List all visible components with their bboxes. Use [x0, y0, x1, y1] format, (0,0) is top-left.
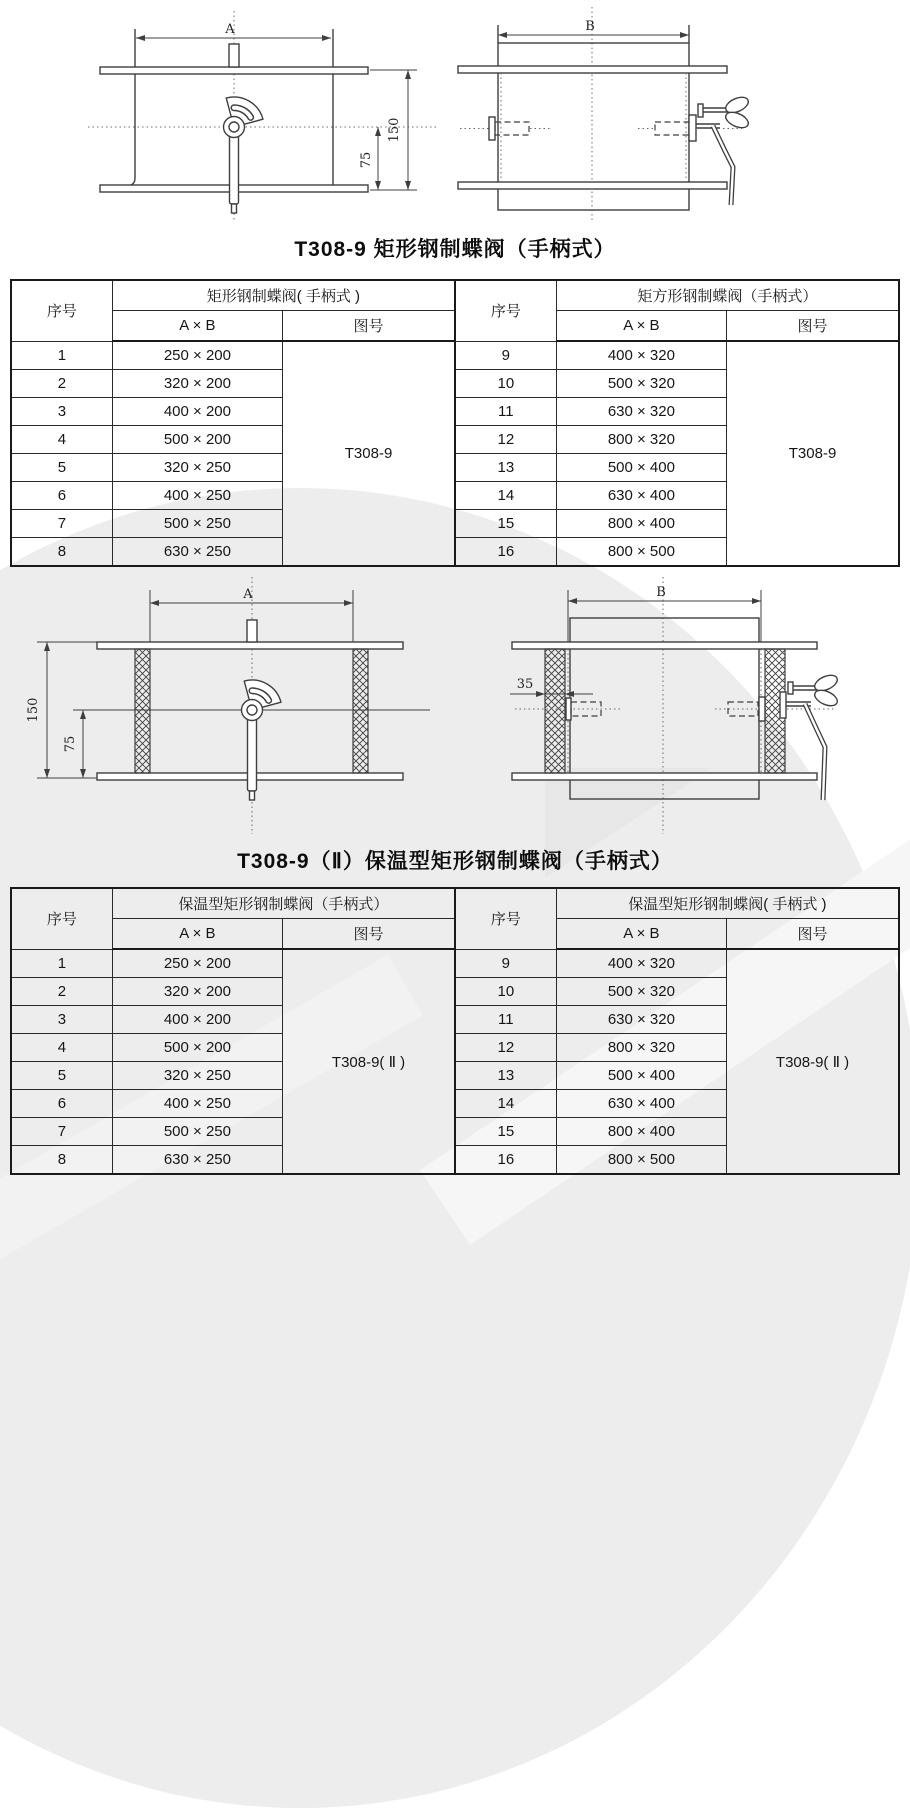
- wing-nut-handle: [780, 672, 840, 800]
- size-cell: 800 × 500: [556, 538, 726, 567]
- figure2-side-view-drawing: [485, 572, 905, 842]
- size-cell: 630 × 320: [556, 398, 726, 426]
- seq-cell: 9: [455, 341, 556, 370]
- dimension-B: [568, 585, 761, 604]
- seq-cell: 14: [455, 482, 556, 510]
- seq-cell: 5: [11, 454, 112, 482]
- seq-header: 序号: [11, 280, 112, 341]
- seq-cell: 7: [11, 510, 112, 538]
- size-cell: 500 × 320: [556, 978, 726, 1006]
- fig-header: 图号: [283, 919, 455, 950]
- seq-cell: 5: [11, 1062, 112, 1090]
- dimension-75: [359, 127, 381, 190]
- fig-header: 图号: [727, 919, 899, 950]
- seq-cell: 2: [11, 370, 112, 398]
- figure1-side-view-drawing: [440, 5, 840, 225]
- size-cell: 400 × 250: [112, 1090, 282, 1118]
- product-header: 矩方形钢制蝶阀（手柄式）: [556, 280, 899, 311]
- fig-header: 图号: [727, 311, 899, 342]
- seq-cell: 16: [455, 538, 556, 567]
- seq-cell: 12: [455, 426, 556, 454]
- seq-cell: 6: [11, 482, 112, 510]
- seq-cell: 14: [455, 1090, 556, 1118]
- size-cell: 630 × 250: [112, 1146, 282, 1175]
- seq-cell: 4: [11, 426, 112, 454]
- seq-cell: 2: [11, 978, 112, 1006]
- table-header-row: [11, 888, 899, 919]
- seq-cell: 10: [455, 370, 556, 398]
- size-cell: 250 × 200: [112, 341, 282, 370]
- dimension-label-75: 75: [63, 735, 78, 753]
- size-cell: 500 × 250: [112, 510, 282, 538]
- table-row: [11, 949, 899, 978]
- size-table-1: [10, 279, 900, 567]
- figure1-front-view-drawing: [60, 5, 440, 225]
- size-cell: 320 × 250: [112, 454, 282, 482]
- figno-cell: T308-9: [727, 341, 899, 566]
- size-cell: 500 × 320: [556, 370, 726, 398]
- size-cell: 800 × 500: [556, 1146, 726, 1175]
- dimension-label-b: B: [656, 585, 666, 600]
- size-header: A × B: [556, 311, 726, 342]
- product-header: 保温型矩形钢制蝶阀（手柄式）: [112, 888, 455, 919]
- dimension-label-35: 35: [516, 677, 534, 692]
- seq-cell: 15: [455, 510, 556, 538]
- dimension-label-150: 150: [387, 117, 402, 143]
- seq-cell: 11: [455, 398, 556, 426]
- insulation-hatch: [135, 649, 150, 773]
- dimension-label-a: A: [243, 587, 253, 602]
- size-cell: 500 × 400: [556, 1062, 726, 1090]
- size-cell: 400 × 200: [112, 1006, 282, 1034]
- dimension-B: [498, 19, 689, 38]
- fig-header: 图号: [283, 311, 455, 342]
- table-row: [11, 341, 899, 370]
- seq-header: 序号: [11, 888, 112, 949]
- dimension-label-150: 150: [26, 697, 41, 723]
- size-cell: 500 × 200: [112, 1034, 282, 1062]
- size-header: A × B: [556, 919, 726, 950]
- size-table-2: [10, 887, 900, 1175]
- product-header: 保温型矩形钢制蝶阀( 手柄式 ): [556, 888, 899, 919]
- size-cell: 400 × 200: [112, 398, 282, 426]
- handle-quadrant: [224, 90, 263, 213]
- size-cell: 320 × 200: [112, 370, 282, 398]
- size-header: A × B: [112, 311, 282, 342]
- seq-cell: 10: [455, 978, 556, 1006]
- size-cell: 400 × 320: [556, 341, 726, 370]
- dimension-label-b: B: [585, 19, 595, 34]
- seq-cell: 13: [455, 454, 556, 482]
- seq-cell: 7: [11, 1118, 112, 1146]
- seq-header: 序号: [455, 888, 556, 949]
- figno-cell: T308-9( Ⅱ ): [727, 949, 899, 1174]
- dimension-label-75: 75: [359, 151, 374, 169]
- product-header: 矩形钢制蝶阀( 手柄式 ): [112, 280, 455, 311]
- seq-cell: 8: [11, 538, 112, 567]
- figure2-front-view-drawing: [20, 572, 440, 842]
- size-cell: 500 × 400: [556, 454, 726, 482]
- size-header: A × B: [112, 919, 282, 950]
- seq-cell: 4: [11, 1034, 112, 1062]
- size-cell: 250 × 200: [112, 949, 282, 978]
- table-header-row: [11, 280, 899, 311]
- size-cell: 400 × 250: [112, 482, 282, 510]
- size-cell: 630 × 400: [556, 482, 726, 510]
- size-cell: 800 × 320: [556, 426, 726, 454]
- size-cell: 320 × 250: [112, 1062, 282, 1090]
- figure1-title: T308-9 矩形钢制蝶阀（手柄式）: [294, 238, 616, 261]
- insulation-hatch: [353, 649, 368, 773]
- size-cell: 320 × 200: [112, 978, 282, 1006]
- size-cell: 800 × 400: [556, 1118, 726, 1146]
- handle-quadrant: [242, 673, 281, 800]
- size-cell: 630 × 400: [556, 1090, 726, 1118]
- seq-cell: 11: [455, 1006, 556, 1034]
- seq-cell: 6: [11, 1090, 112, 1118]
- size-cell: 630 × 250: [112, 538, 282, 567]
- size-cell: 800 × 400: [556, 510, 726, 538]
- seq-cell: 8: [11, 1146, 112, 1175]
- size-cell: 800 × 320: [556, 1034, 726, 1062]
- shaft-hidden-right: [638, 115, 696, 141]
- shaft-hidden-left: [460, 117, 552, 140]
- seq-cell: 9: [455, 949, 556, 978]
- seq-cell: 13: [455, 1062, 556, 1090]
- figno-cell: T308-9: [283, 341, 455, 566]
- seq-cell: 1: [11, 949, 112, 978]
- size-cell: 400 × 320: [556, 949, 726, 978]
- size-cell: 630 × 320: [556, 1006, 726, 1034]
- seq-header: 序号: [455, 280, 556, 341]
- shaft-hidden-left: [515, 698, 620, 720]
- dimension-75: [63, 710, 86, 778]
- size-cell: 500 × 250: [112, 1118, 282, 1146]
- seq-cell: 15: [455, 1118, 556, 1146]
- seq-cell: 1: [11, 341, 112, 370]
- figure2-title: T308-9（Ⅱ）保温型矩形钢制蝶阀（手柄式）: [237, 850, 673, 873]
- seq-cell: 3: [11, 398, 112, 426]
- seq-cell: 16: [455, 1146, 556, 1175]
- seq-cell: 3: [11, 1006, 112, 1034]
- seq-cell: 12: [455, 1034, 556, 1062]
- figno-cell: T308-9( Ⅱ ): [283, 949, 455, 1174]
- insulation-hatch: [545, 649, 565, 773]
- dimension-label-a: A: [225, 22, 235, 37]
- size-cell: 500 × 200: [112, 426, 282, 454]
- dimension-A: [136, 22, 331, 41]
